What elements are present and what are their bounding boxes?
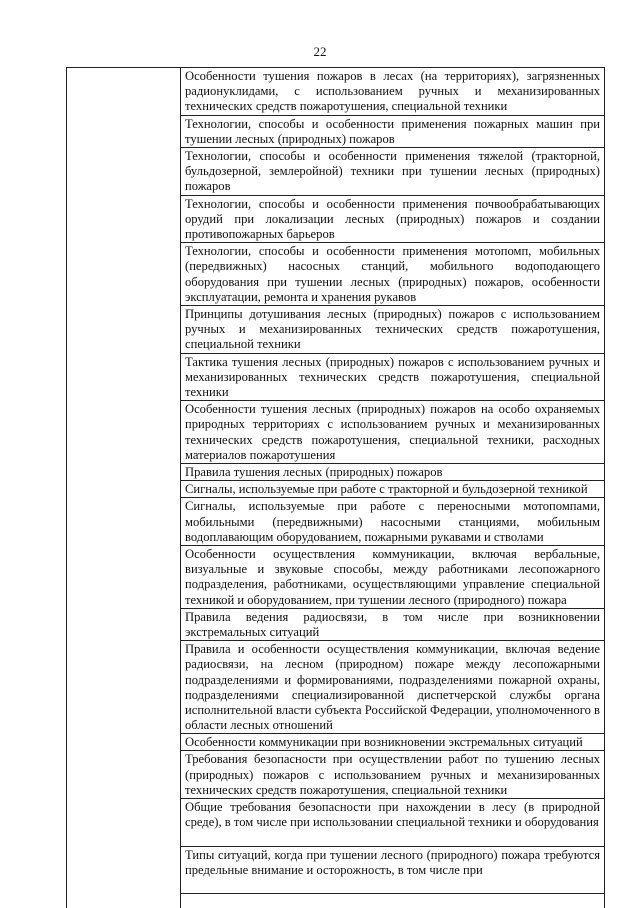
table-row: Тактика тушения лесных (природных) пожаров с использованием ручных и механизированных технических средств пожаротушения, специальной техники — [181, 354, 604, 402]
table-row: Принципы дотушивания лесных (природных) пожаров с использованием ручных и механизированных технических средств пожаротушения, специальной техники — [181, 306, 604, 354]
table-row: Общие требования безопасности при нахождении в лесу (в природной среде), в том числе при использовании специальной техники и оборудования — [181, 799, 604, 847]
table-row: Типы ситуаций, когда при тушении лесного (природного) пожара требуются предельные внимание и осторожность, в том числе при — [181, 847, 604, 895]
table-left-column — [67, 68, 181, 908]
table-row: Технологии, способы и особенности применения почвообрабатывающих орудий при локализации лесных (природных) пожаров и создании противопожарных барьеров — [181, 196, 604, 244]
table-row: Особенности тушения пожаров в лесах (на территориях), загрязненных радионуклидами, с использованием ручных и механизированных технических средств пожаротушения, специальной техники — [181, 68, 604, 116]
table-row: Особенности коммуникации при возникновении экстремальных ситуаций — [181, 734, 604, 751]
table-row: Технологии, способы и особенности применения пожарных машин при тушении лесных (природных) пожаров — [181, 116, 604, 148]
table-row: Сигналы, используемые при работе с тракторной и бульдозерной техникой — [181, 481, 604, 498]
table-row: Особенности осуществления коммуникации, включая вербальные, визуальные и звуковые способы, между работниками лесопожарного подразделения, работниками, осуществляющими управление специальной техникой и оборудованием, при тушении лесного (природного) пожара — [181, 546, 604, 609]
table-row: Правила и особенности осуществления коммуникации, включая ведение радиосвязи, на лесном (природном) пожаре между лесопожарными подразделениями и формированиями, подразделениями пожарной охраны, подразделениями специализированной диспетчерской службы органа исполнительной власти субъекта Российской Федерации, уполномоченного в области лесных отношений — [181, 641, 604, 734]
table-row: Сигналы, используемые при работе с переносными мотопомпами, мобильными (передвижными) насосными станциями, мобильным водоплавающим оборудованием, пожарными рукавами и стволами — [181, 498, 604, 546]
table-row: Требования безопасности при осуществлении работ по тушению лесных (природных) пожаров с использованием ручных и механизированных технических средств пожаротушения, специальной техники — [181, 751, 604, 799]
table-row: Особенности тушения лесных (природных) пожаров на особо охраняемых природных территориях с использованием ручных и механизированных технических средств пожаротушения, специальной техники, расходных материалов пожаротушения — [181, 401, 604, 464]
table-row: Правила ведения радиосвязи, в том числе при возникновении экстремальных ситуаций — [181, 609, 604, 641]
table-row: Технологии, способы и особенности применения тяжелой (тракторной, бульдозерной, землеройной) техники при тушении лесных (природных) пожаров — [181, 148, 604, 196]
table-row: Правила тушения лесных (природных) пожаров — [181, 464, 604, 481]
knowledge-table — [66, 67, 605, 908]
table-row: Технологии, способы и особенности применения мотопомп, мобильных (передвижных) насосных станций, мобильного водоподающего оборудования при тушении лесных (природных) пожаров, особенности эксплуатации, ремонта и хранения рукавов — [181, 243, 604, 306]
table-right-column — [181, 68, 605, 908]
page-number: 22 — [313, 44, 327, 59]
